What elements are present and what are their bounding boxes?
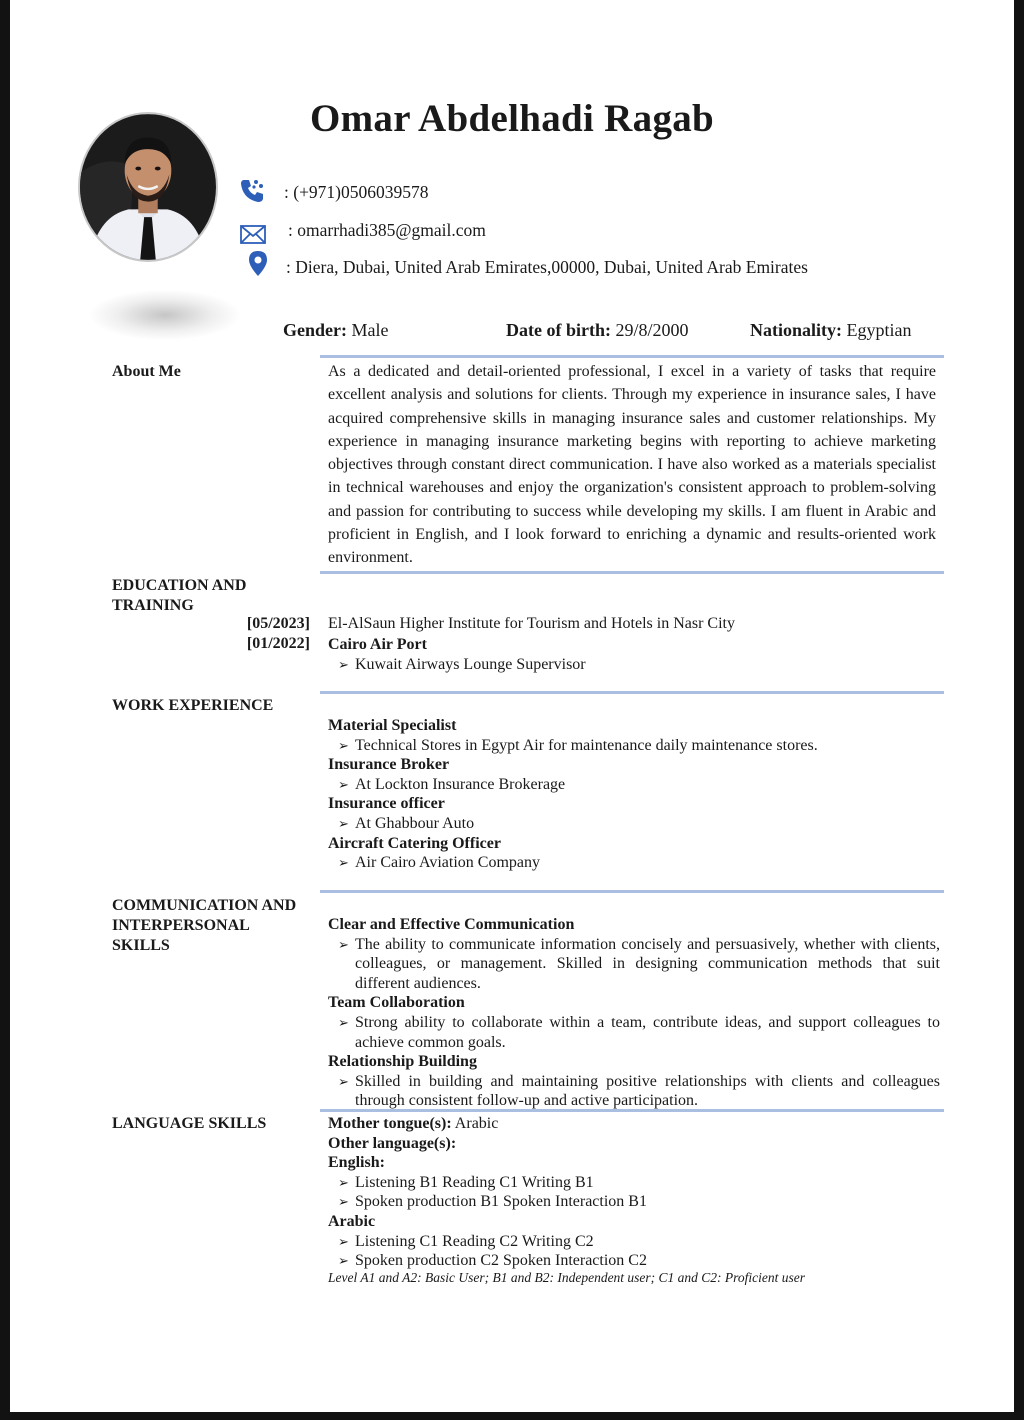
location-pin-icon [244, 249, 272, 277]
profile-photo-illustration [80, 114, 216, 260]
work-experience-title: WORK EXPERIENCE [112, 697, 274, 714]
phone-icon [238, 176, 266, 204]
skill-detail: Strong ability to collaborate within a team, contribute ideas, and support colleagues to achieve common goals. [355, 1013, 940, 1051]
bullet-arrow-icon: ➢ [338, 656, 349, 672]
photo-shadow [90, 290, 240, 340]
gender-field [283, 320, 388, 341]
phone-number: : (+971)0506039578 [284, 182, 429, 202]
education-entry-title: Cairo Air Port [328, 636, 427, 653]
communication-title-line1: COMMUNICATION AND [112, 897, 297, 914]
job-title: Aircraft Catering Officer [328, 834, 501, 852]
mother-tongue [328, 1114, 940, 1134]
bullet-arrow-icon: ➢ [338, 776, 349, 792]
list-item [328, 935, 940, 994]
arabic-label: Arabic [328, 1212, 376, 1230]
list-item [328, 1192, 940, 1212]
skill-detail: Skilled in building and maintaining positive relationships with clients and colleagues through consistent follow-up and active participation. [355, 1072, 940, 1110]
envelope-icon [239, 220, 267, 248]
home-address: : Diera, Dubai, United Arab Emirates,00000, Dubai, United Arab Emirates [286, 257, 808, 277]
job-detail: At Ghabbour Auto [355, 814, 475, 832]
email-address: : omarrhadi385@gmail.com [288, 220, 486, 240]
education-date: [01/2022] [246, 635, 310, 652]
other-languages-label: Other language(s): [328, 1134, 457, 1152]
section-divider [320, 571, 944, 574]
gender-label: Gender: [283, 320, 347, 340]
list-item [328, 736, 940, 756]
skill-title: Team Collaboration [328, 994, 465, 1012]
mother-tongue-label: Mother tongue(s): [328, 1115, 452, 1132]
section-divider [320, 890, 944, 893]
list-item [328, 1232, 940, 1252]
language-skills-title: LANGUAGE SKILLS [112, 1115, 267, 1132]
gender-value: Male [346, 320, 389, 340]
list-item [328, 1013, 940, 1052]
skill-title: Relationship Building [328, 1053, 477, 1071]
bullet-arrow-icon: ➢ [338, 1014, 349, 1030]
profile-photo [78, 112, 218, 262]
job-detail: Air Cairo Aviation Company [355, 854, 541, 872]
communication-title [112, 896, 296, 956]
nationality-field [750, 320, 912, 341]
candidate-name: Omar Abdelhadi Ragab [310, 97, 715, 140]
list-item [328, 814, 940, 834]
list-item [328, 655, 940, 675]
bullet-arrow-icon: ➢ [338, 815, 349, 831]
communication-title-line2: INTERPERSONAL [112, 917, 250, 934]
nationality-value: Egyptian [842, 320, 912, 340]
section-divider [320, 355, 944, 358]
bullet-arrow-icon: ➢ [338, 1253, 349, 1269]
section-divider [320, 691, 944, 694]
bullet-arrow-icon: ➢ [338, 1233, 349, 1249]
bullet-arrow-icon: ➢ [338, 936, 349, 952]
dob-value: 29/8/2000 [610, 320, 689, 340]
list-item [328, 775, 940, 795]
resume-page [10, 0, 1014, 1412]
education-entry [328, 635, 940, 674]
section-divider [320, 1109, 944, 1112]
work-experience-list [328, 716, 940, 873]
education-entry-detail: Kuwait Airways Lounge Supervisor [355, 655, 586, 673]
language-level-footnote: Level A1 and A2: Basic User; B1 and B2: Independent user; C1 and C2: Proficient user [328, 1270, 806, 1285]
bullet-arrow-icon: ➢ [338, 1194, 349, 1210]
education-entry: El-AlSaun Higher Institute for Tourism and Hotels in Nasr City [328, 615, 735, 632]
about-text: As a dedicated and detail-oriented professional, I excel in a variety of tasks that require excellent analysis and solutions for clients. Through my experience in insurance sales, I have acquired comprehensive skills in managing insurance sales and customer relationships. My experience in managing insurance marketing begins with reporting to achieve marketing objectives through constant direct communication. I have also worked as a materials specialist in technical warehouses and enjoy the organization's consistent approach to problem-solving and passion for contributing to success while developing my skills. I am fluent in Arabic and proficient in English, and I look forward to enriching a dynamic and results-oriented work environment. [328, 363, 936, 567]
english-levels: Listening B1 Reading C1 Writing B1 [355, 1173, 594, 1191]
english-label: English: [328, 1154, 385, 1172]
job-detail: At Lockton Insurance Brokerage [355, 775, 566, 793]
language-skills-list [328, 1114, 940, 1271]
list-item [328, 1251, 940, 1271]
education-title [112, 576, 246, 616]
mother-tongue-value: Arabic [451, 1115, 499, 1132]
skill-detail: The ability to communicate information concisely and persuasively, whether with clients, colleagues, or management. Skilled in designing communication methods that suit different audiences. [355, 935, 940, 992]
communication-list [328, 915, 940, 1111]
list-item [328, 1173, 940, 1193]
list-item [328, 853, 940, 873]
education-date: [05/2023] [246, 615, 310, 632]
bullet-arrow-icon: ➢ [338, 737, 349, 753]
list-item [328, 1072, 940, 1111]
bullet-arrow-icon: ➢ [338, 1073, 349, 1089]
bullet-arrow-icon: ➢ [338, 855, 349, 871]
bullet-arrow-icon: ➢ [338, 1174, 349, 1190]
job-title: Insurance officer [328, 795, 445, 813]
about-title: About Me [112, 363, 181, 380]
education-title-line1: EDUCATION AND [112, 577, 247, 594]
arabic-levels: Spoken production C2 Spoken Interaction C2 [355, 1252, 647, 1270]
job-title: Material Specialist [328, 717, 457, 734]
job-detail: Technical Stores in Egypt Air for maintenance daily maintenance stores. [355, 736, 818, 754]
dob-label: Date of birth: [506, 320, 611, 340]
job-title: Insurance Broker [328, 756, 450, 774]
communication-title-line3: SKILLS [112, 937, 170, 954]
skill-title: Clear and Effective Communication [328, 916, 575, 933]
education-title-line2: TRAINING [112, 597, 194, 614]
english-levels: Spoken production B1 Spoken Interaction B1 [355, 1193, 647, 1211]
dob-field [506, 320, 689, 341]
nationality-label: Nationality: [750, 320, 842, 340]
arabic-levels: Listening C1 Reading C2 Writing C2 [355, 1232, 594, 1250]
